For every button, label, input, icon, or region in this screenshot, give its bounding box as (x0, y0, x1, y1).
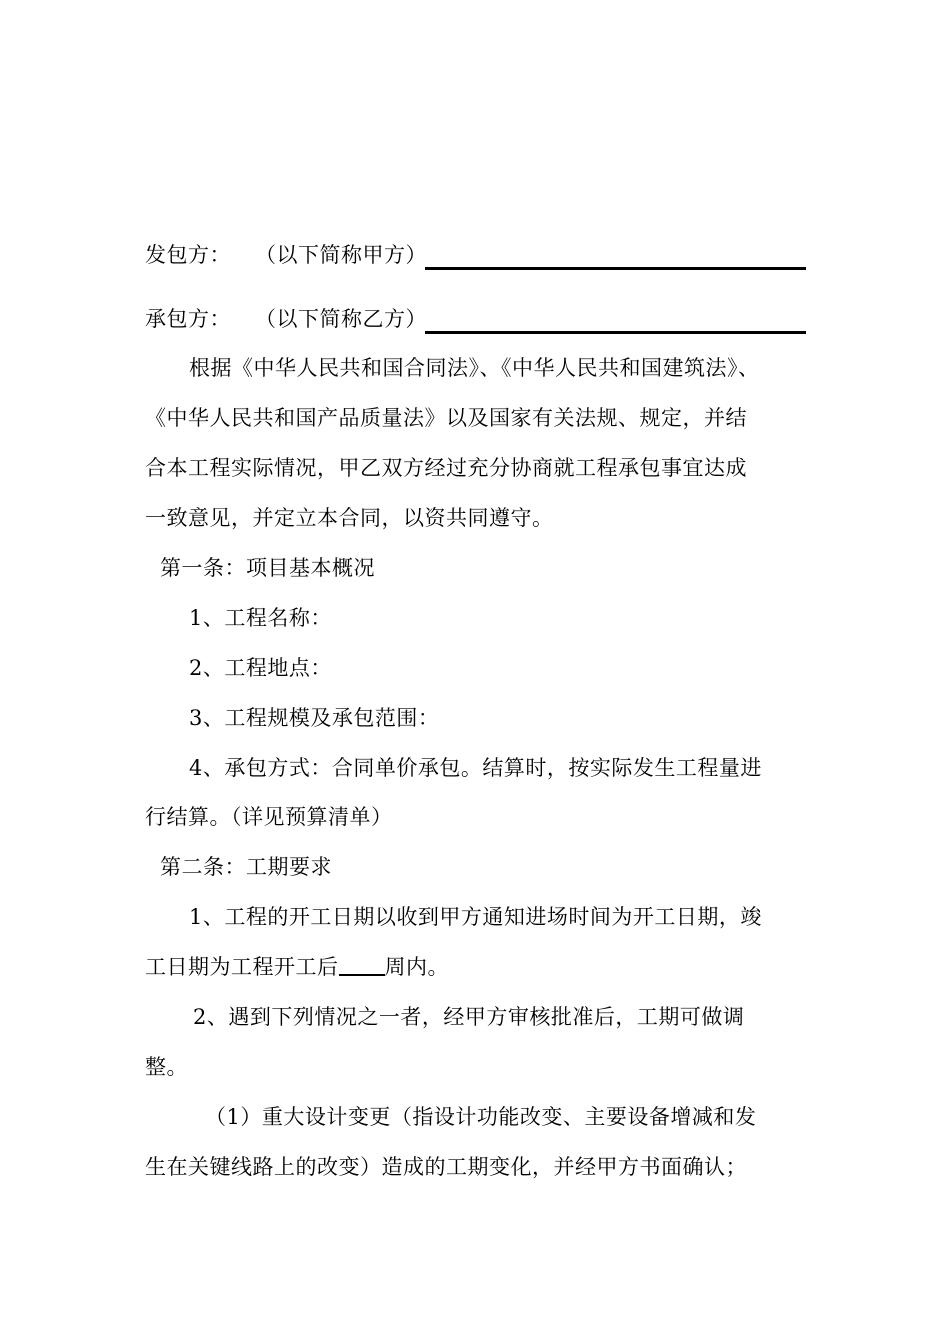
employer-label: 发包方： (145, 243, 231, 267)
article1-item-4-line-2: 行结算。（详见预算清单） (145, 805, 393, 829)
article2-item-1-line-1: 1、工程的开工日期以收到甲方通知进场时间为开工日期，竣 (189, 905, 762, 929)
contractor-fill-line[interactable] (425, 331, 806, 334)
preamble-line-4: 一致意见，并定立本合同，以资共同遵守。 (145, 506, 554, 530)
article2-item-1-text-a: 工日期为工程开工后 (145, 955, 339, 979)
weeks-blank[interactable] (339, 952, 385, 976)
article2-item-1-line-2 (145, 952, 449, 982)
contractor-line (145, 304, 427, 334)
article1-item-4-line-1: 4、承包方式：合同单价承包。结算时，按实际发生工程量进 (189, 756, 762, 780)
article1-item-1: 1、工程名称： (189, 606, 332, 630)
employer-note: （以下简称甲方） (255, 243, 427, 267)
article2-sub-1-line-1: （1）重大设计变更（指设计功能改变、主要设备增减和发 (205, 1105, 757, 1129)
article2-item-2-line-2: 整。 (145, 1055, 188, 1079)
article2-item-1-text-b: 周内。 (384, 955, 449, 979)
article1-item-3: 3、工程规模及承包范围： (189, 706, 440, 730)
preamble-line-3: 合本工程实际情况，甲乙双方经过充分协商就工程承包事宜达成 (145, 456, 747, 480)
article2-sub-1-line-2: 生在关键线路上的改变）造成的工期变化，并经甲方书面确认； (145, 1155, 747, 1179)
contractor-note: （以下简称乙方） (255, 307, 427, 331)
article1-item-2: 2、工程地点： (189, 656, 332, 680)
article1-title: 第一条：项目基本概况 (160, 556, 375, 580)
employer-fill-line[interactable] (425, 267, 806, 270)
article2-title: 第二条：工期要求 (160, 855, 332, 879)
employer-line (145, 240, 427, 270)
preamble-line-2: 《中华人民共和国产品质量法》以及国家有关法规、规定，并结 (145, 406, 747, 430)
contractor-label: 承包方： (145, 307, 231, 331)
article2-item-2-line-1: 2、遇到下列情况之一者，经甲方审核批准后，工期可做调 (193, 1005, 745, 1029)
preamble-line-1: 根据《中华人民共和国合同法》、《中华人民共和国建筑法》、 (189, 356, 760, 380)
